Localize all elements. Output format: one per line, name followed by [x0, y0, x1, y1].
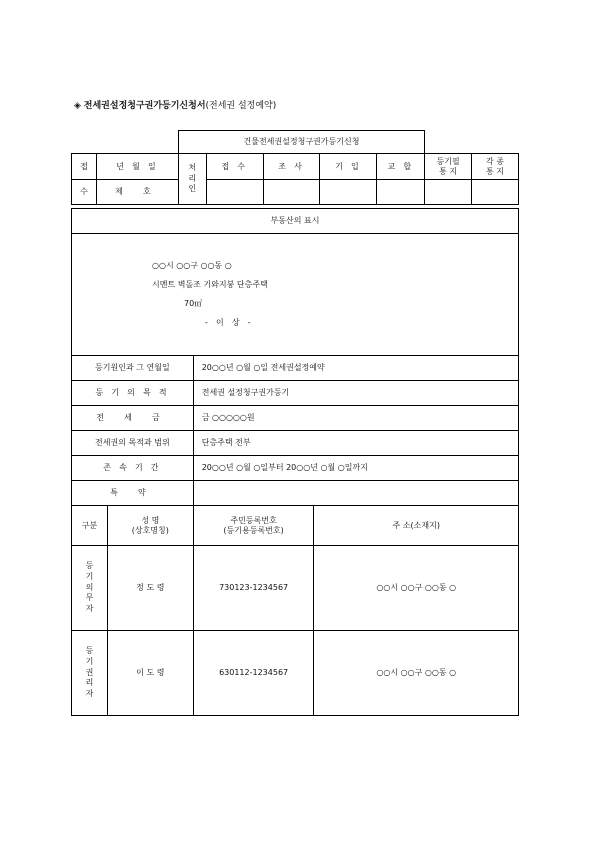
title-sub: (전세권 설정예약)	[205, 101, 277, 111]
main-form-table	[71, 208, 519, 716]
field-value: 20○○년 ○월 ○일 전세권설정예약	[193, 356, 518, 381]
receipt-blank-cell	[72, 131, 179, 154]
receipt-date: 년 월 일	[96, 154, 178, 180]
property-line-area: 70㎡	[184, 299, 203, 308]
receipt-col-4: 등기필 통 지	[425, 154, 472, 180]
parties-header-type: 구분	[72, 506, 108, 546]
party-id: 630112-1234567	[193, 631, 314, 716]
field-value: 단층주택 전부	[193, 431, 518, 456]
receipt-left-bottom: 수	[72, 180, 97, 205]
receipt-caption: 건물전세권설정청구권가등기신청	[178, 131, 424, 154]
field-value: 전세권 설정청구권가등기	[193, 381, 518, 406]
receipt-blank	[377, 180, 425, 205]
receipt-blank-cell	[425, 131, 519, 154]
receipt-blank	[472, 180, 519, 205]
property-description	[72, 234, 519, 356]
property-line-end: - 이 상 -	[205, 318, 254, 327]
party-type: 등 기 권 리 자	[72, 631, 108, 716]
field-value: 금 ○○○○○원	[193, 406, 518, 431]
property-line-address: ○○시 ○○구 ○○동 ○	[152, 261, 232, 270]
party-name: 정 도 령	[107, 546, 193, 631]
receipt-col-1: 조 사	[263, 154, 320, 180]
receipt-table	[71, 130, 519, 205]
party-name: 이 도 령	[107, 631, 193, 716]
receipt-col-0: 접 수	[206, 154, 263, 180]
party-address: ○○시 ○○구 ○○동 ○	[314, 631, 519, 716]
party-id: 730123-1234567	[193, 546, 314, 631]
field-label: 특 약	[72, 481, 194, 506]
field-label: 등 기 의 목 적	[72, 381, 194, 406]
field-label: 전 세 금	[72, 406, 194, 431]
field-label: 존 속 기 간	[72, 456, 194, 481]
receipt-left-top: 접	[72, 154, 97, 180]
property-header: 부동산의 표시	[72, 209, 519, 234]
receipt-blank	[206, 180, 263, 205]
parties-header-id: 주민등록번호 (등기용등록번호)	[193, 506, 314, 546]
title-main: 전세권설정청구권가등기신청서	[83, 101, 206, 111]
receipt-col-5: 각 종 통 지	[472, 154, 519, 180]
receipt-blank	[320, 180, 377, 205]
parties-header-address: 주 소(소재지)	[314, 506, 519, 546]
party-type: 등 기 의 무 자	[72, 546, 108, 631]
receipt-processing: 처 리 인	[178, 154, 206, 205]
field-value: 20○○년 ○월 ○일부터 20○○년 ○월 ○일까지	[193, 456, 518, 481]
receipt-col-2: 기 입	[320, 154, 377, 180]
field-value	[193, 481, 518, 506]
parties-header-name: 성 명 (상호명칭)	[107, 506, 193, 546]
receipt-blank	[263, 180, 320, 205]
field-label: 전세권의 목적과 범위	[72, 431, 194, 456]
party-address: ○○시 ○○구 ○○동 ○	[314, 546, 519, 631]
document-title	[74, 98, 276, 111]
field-label: 등기원인과 그 연월일	[72, 356, 194, 381]
receipt-blank	[425, 180, 472, 205]
receipt-number: 제 호	[96, 180, 178, 205]
diamond-bullet-icon: ◈	[74, 101, 81, 111]
property-line-structure: 시멘트 벽돌조 기와지붕 단층주택	[152, 280, 268, 289]
receipt-col-3: 교 합	[377, 154, 425, 180]
